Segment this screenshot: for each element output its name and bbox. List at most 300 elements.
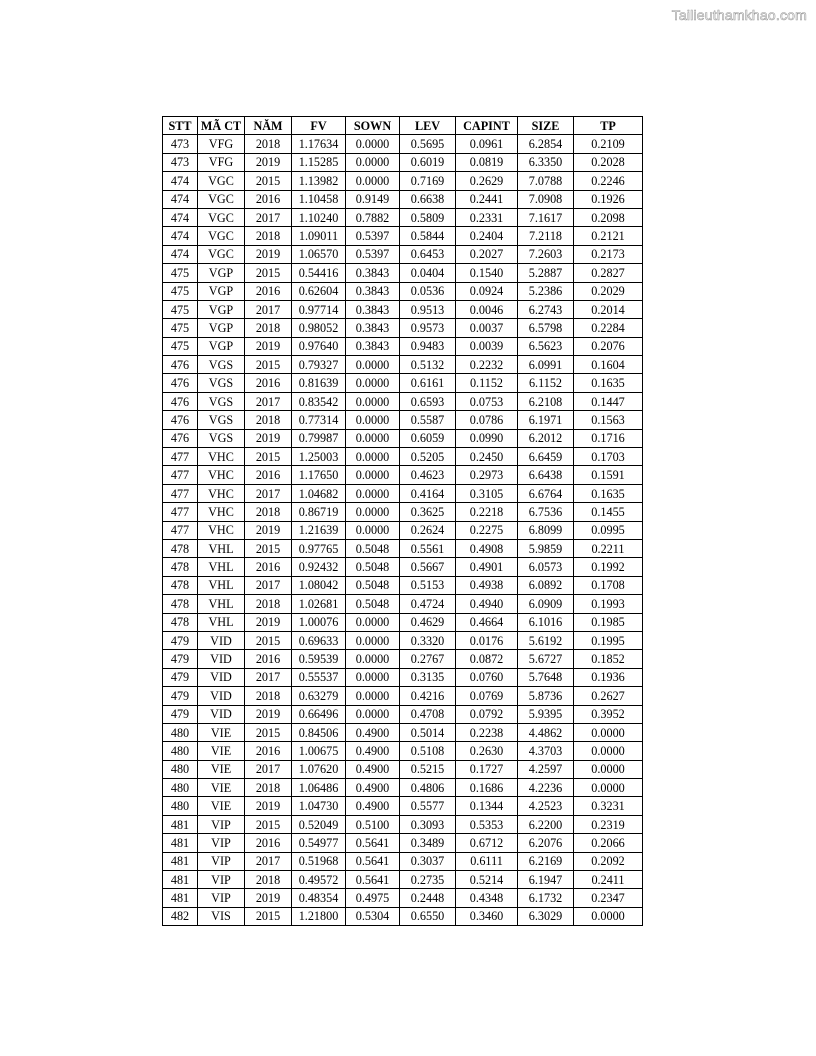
table-cell: VGC	[198, 172, 245, 190]
table-cell: 0.1344	[456, 797, 518, 815]
table-cell: 0.0000	[346, 631, 400, 649]
table-cell: VID	[198, 631, 245, 649]
table-cell: VIP	[198, 889, 245, 907]
table-cell: 0.3460	[456, 907, 518, 925]
column-header: FV	[292, 117, 346, 135]
table-cell: 0.5353	[456, 815, 518, 833]
table-cell: 481	[163, 834, 198, 852]
table-cell: 0.1708	[574, 576, 643, 594]
table-cell: 477	[163, 466, 198, 484]
table-cell: 2017	[245, 484, 292, 502]
table-cell: 0.79987	[292, 429, 346, 447]
table-cell: 0.2173	[574, 245, 643, 263]
table-cell: VFG	[198, 153, 245, 171]
table-cell: 0.4629	[400, 613, 456, 631]
table-cell: 2016	[245, 742, 292, 760]
table-cell: 0.1995	[574, 631, 643, 649]
table-cell: 0.2121	[574, 227, 643, 245]
table-cell: 2015	[245, 815, 292, 833]
table-cell: 6.1016	[518, 613, 574, 631]
table-cell: 0.79327	[292, 356, 346, 374]
table-cell: 0.5048	[346, 558, 400, 576]
table-cell: 2018	[245, 871, 292, 889]
table-cell: 2016	[245, 834, 292, 852]
table-cell: 0.9483	[400, 337, 456, 355]
table-cell: 475	[163, 264, 198, 282]
table-cell: 0.81639	[292, 374, 346, 392]
table-cell: 2016	[245, 282, 292, 300]
table-cell: VIP	[198, 815, 245, 833]
table-cell: VIS	[198, 907, 245, 925]
table-cell: 0.4940	[456, 595, 518, 613]
table-cell: 0.5048	[346, 595, 400, 613]
table-cell: 0.1727	[456, 760, 518, 778]
table-row	[163, 815, 643, 833]
table-cell: 474	[163, 227, 198, 245]
table-cell: 0.0000	[346, 650, 400, 668]
table-cell: 1.04730	[292, 797, 346, 815]
table-cell: 0.3843	[346, 319, 400, 337]
table-cell: 0.4348	[456, 889, 518, 907]
table-cell: 2016	[245, 466, 292, 484]
table-cell: VHC	[198, 484, 245, 502]
table-cell: 0.5153	[400, 576, 456, 594]
table-cell: 0.0769	[456, 687, 518, 705]
table-cell: 0.5214	[456, 871, 518, 889]
table-cell: 6.1152	[518, 374, 574, 392]
table-cell: 0.2246	[574, 172, 643, 190]
table-cell: 0.0000	[346, 153, 400, 171]
table-row	[163, 172, 643, 190]
table-cell: 0.6059	[400, 429, 456, 447]
table-cell: 6.0573	[518, 558, 574, 576]
table-cell: VHL	[198, 613, 245, 631]
table-cell: 0.97714	[292, 300, 346, 318]
table-cell: 6.3029	[518, 907, 574, 925]
table-cell: 2016	[245, 190, 292, 208]
table-cell: 2018	[245, 503, 292, 521]
table-cell: 1.08042	[292, 576, 346, 594]
table-cell: 0.0000	[574, 907, 643, 925]
table-row	[163, 411, 643, 429]
table-cell: 2017	[245, 208, 292, 226]
table-cell: 478	[163, 613, 198, 631]
table-cell: 2019	[245, 705, 292, 723]
table-cell: 0.55537	[292, 668, 346, 686]
table-cell: 0.5014	[400, 723, 456, 741]
table-cell: 0.2319	[574, 815, 643, 833]
table-cell: 0.3135	[400, 668, 456, 686]
table-cell: 0.1563	[574, 411, 643, 429]
table-cell: VGP	[198, 264, 245, 282]
table-cell: 0.0924	[456, 282, 518, 300]
table-cell: 0.3843	[346, 337, 400, 355]
table-cell: 475	[163, 300, 198, 318]
table-body	[163, 135, 643, 926]
table-cell: 475	[163, 319, 198, 337]
table-cell: 480	[163, 742, 198, 760]
table-cell: 0.0000	[574, 779, 643, 797]
table-cell: VGS	[198, 374, 245, 392]
table-cell: 2019	[245, 429, 292, 447]
column-header: SIZE	[518, 117, 574, 135]
table-cell: 0.98052	[292, 319, 346, 337]
table-row	[163, 631, 643, 649]
table-cell: 4.2597	[518, 760, 574, 778]
table-cell: 0.0536	[400, 282, 456, 300]
table-cell: 2018	[245, 411, 292, 429]
table-cell: 0.2218	[456, 503, 518, 521]
table-cell: 0.2275	[456, 521, 518, 539]
table-cell: 0.48354	[292, 889, 346, 907]
table-cell: 0.4806	[400, 779, 456, 797]
table-cell: 0.2027	[456, 245, 518, 263]
table-cell: 0.0000	[346, 411, 400, 429]
table-cell: 1.15285	[292, 153, 346, 171]
table-cell: 481	[163, 852, 198, 870]
table-cell: 2016	[245, 374, 292, 392]
table-cell: 0.1635	[574, 374, 643, 392]
table-row	[163, 374, 643, 392]
table-cell: VGP	[198, 337, 245, 355]
table-row	[163, 503, 643, 521]
table-cell: 1.07620	[292, 760, 346, 778]
table-cell: 0.1635	[574, 484, 643, 502]
table-cell: VGS	[198, 392, 245, 410]
table-row	[163, 797, 643, 815]
table-cell: 4.2523	[518, 797, 574, 815]
table-cell: 481	[163, 889, 198, 907]
table-cell: 0.3093	[400, 815, 456, 833]
table-cell: 6.5798	[518, 319, 574, 337]
table-cell: 0.4900	[346, 742, 400, 760]
table-cell: VID	[198, 650, 245, 668]
table-row	[163, 852, 643, 870]
table-cell: 0.0000	[346, 135, 400, 153]
table-cell: VGC	[198, 208, 245, 226]
table-row	[163, 742, 643, 760]
table-cell: 0.3843	[346, 282, 400, 300]
table-cell: 6.1971	[518, 411, 574, 429]
table-cell: 6.6764	[518, 484, 574, 502]
table-cell: 0.1703	[574, 448, 643, 466]
table-cell: 0.6019	[400, 153, 456, 171]
table-cell: 5.7648	[518, 668, 574, 686]
table-cell: 0.3843	[346, 264, 400, 282]
table-row	[163, 613, 643, 631]
table-cell: 477	[163, 503, 198, 521]
table-cell: 481	[163, 815, 198, 833]
table-cell: 0.4900	[346, 779, 400, 797]
table-cell: 0.0037	[456, 319, 518, 337]
table-row	[163, 723, 643, 741]
table-cell: 0.62604	[292, 282, 346, 300]
table-cell: VGP	[198, 282, 245, 300]
table-cell: 0.6712	[456, 834, 518, 852]
table-cell: 0.0000	[346, 392, 400, 410]
table-cell: 0.0000	[346, 356, 400, 374]
table-cell: 0.0000	[346, 521, 400, 539]
table-cell: 0.5215	[400, 760, 456, 778]
table-cell: 2018	[245, 227, 292, 245]
table-cell: 0.1985	[574, 613, 643, 631]
table-row	[163, 668, 643, 686]
table-cell: 0.5304	[346, 907, 400, 925]
table-cell: 2015	[245, 631, 292, 649]
table-cell: 0.2076	[574, 337, 643, 355]
table-cell: 0.0000	[574, 760, 643, 778]
table-cell: 479	[163, 687, 198, 705]
table-cell: 0.2630	[456, 742, 518, 760]
table-cell: 0.2624	[400, 521, 456, 539]
table-cell: 0.4623	[400, 466, 456, 484]
table-cell: 0.1540	[456, 264, 518, 282]
table-cell: 2019	[245, 337, 292, 355]
table-cell: 1.17650	[292, 466, 346, 484]
table-cell: 0.2767	[400, 650, 456, 668]
table-cell: 2019	[245, 153, 292, 171]
table-cell: 0.2411	[574, 871, 643, 889]
table-cell: 0.66496	[292, 705, 346, 723]
table-cell: 0.2238	[456, 723, 518, 741]
table-cell: 0.2211	[574, 539, 643, 557]
table-cell: VIE	[198, 742, 245, 760]
table-row	[163, 484, 643, 502]
table-cell: 481	[163, 871, 198, 889]
table-cell: 474	[163, 245, 198, 263]
table-cell: 4.3703	[518, 742, 574, 760]
table-cell: 474	[163, 172, 198, 190]
table-cell: 1.21800	[292, 907, 346, 925]
table-cell: 1.25003	[292, 448, 346, 466]
table-cell: 2019	[245, 613, 292, 631]
table-cell: VHL	[198, 539, 245, 557]
table-cell: 0.2627	[574, 687, 643, 705]
table-cell: VIP	[198, 834, 245, 852]
table-cell: 0.0995	[574, 521, 643, 539]
table-cell: 6.2854	[518, 135, 574, 153]
table-cell: 6.3350	[518, 153, 574, 171]
table-cell: 479	[163, 668, 198, 686]
table-cell: 6.2108	[518, 392, 574, 410]
table-cell: 473	[163, 153, 198, 171]
table-cell: VIP	[198, 852, 245, 870]
table-cell: 0.1993	[574, 595, 643, 613]
table-row	[163, 650, 643, 668]
table-row	[163, 687, 643, 705]
table-cell: 5.6727	[518, 650, 574, 668]
table-cell: 5.9395	[518, 705, 574, 723]
table-cell: 0.63279	[292, 687, 346, 705]
table-cell: 2015	[245, 907, 292, 925]
table-cell: 4.2236	[518, 779, 574, 797]
table-cell: 1.21639	[292, 521, 346, 539]
table-row	[163, 282, 643, 300]
table-cell: 2019	[245, 521, 292, 539]
table-cell: 0.51968	[292, 852, 346, 870]
table-cell: VHC	[198, 503, 245, 521]
table-row	[163, 264, 643, 282]
table-cell: 0.77314	[292, 411, 346, 429]
table-cell: 6.7536	[518, 503, 574, 521]
table-cell: 0.0176	[456, 631, 518, 649]
table-cell: 0.1152	[456, 374, 518, 392]
table-cell: 0.52049	[292, 815, 346, 833]
table-cell: 2015	[245, 172, 292, 190]
table-cell: 2015	[245, 448, 292, 466]
table-cell: 0.2284	[574, 319, 643, 337]
table-cell: 0.2973	[456, 466, 518, 484]
table-cell: 6.6438	[518, 466, 574, 484]
table-cell: 0.2066	[574, 834, 643, 852]
table-cell: 2017	[245, 392, 292, 410]
table-cell: 0.7882	[346, 208, 400, 226]
table-cell: 6.2743	[518, 300, 574, 318]
table-cell: 478	[163, 576, 198, 594]
table-header-row	[163, 117, 643, 135]
table-cell: 5.2887	[518, 264, 574, 282]
table-cell: 475	[163, 337, 198, 355]
table-row	[163, 558, 643, 576]
table-cell: 0.1447	[574, 392, 643, 410]
table-cell: 0.2109	[574, 135, 643, 153]
table-cell: 0.0404	[400, 264, 456, 282]
table-cell: 1.09011	[292, 227, 346, 245]
table-cell: 0.6638	[400, 190, 456, 208]
table-cell: 0.0961	[456, 135, 518, 153]
table-cell: 2016	[245, 558, 292, 576]
table-cell: 1.02681	[292, 595, 346, 613]
data-table	[162, 116, 643, 926]
table-cell: 0.1455	[574, 503, 643, 521]
table-cell: 0.5108	[400, 742, 456, 760]
table-cell: 474	[163, 190, 198, 208]
table-cell: 7.0908	[518, 190, 574, 208]
table-cell: 0.6550	[400, 907, 456, 925]
column-header: TP	[574, 117, 643, 135]
table-cell: 0.0000	[346, 503, 400, 521]
table-cell: 0.4708	[400, 705, 456, 723]
table-cell: 6.2169	[518, 852, 574, 870]
table-cell: VGS	[198, 429, 245, 447]
table-cell: 0.9573	[400, 319, 456, 337]
table-cell: 0.0039	[456, 337, 518, 355]
table-cell: 0.0990	[456, 429, 518, 447]
table-cell: 477	[163, 521, 198, 539]
table-cell: 0.2014	[574, 300, 643, 318]
table-cell: VFG	[198, 135, 245, 153]
table-row	[163, 871, 643, 889]
table-cell: 0.0786	[456, 411, 518, 429]
table-cell: 0.4216	[400, 687, 456, 705]
table-row	[163, 208, 643, 226]
table-cell: 7.0788	[518, 172, 574, 190]
table-cell: 0.2028	[574, 153, 643, 171]
table-cell: 2019	[245, 797, 292, 815]
table-cell: 2015	[245, 356, 292, 374]
table-cell: 2017	[245, 852, 292, 870]
table-row	[163, 889, 643, 907]
table-cell: VGC	[198, 190, 245, 208]
table-cell: 0.3489	[400, 834, 456, 852]
table-cell: 0.0000	[346, 613, 400, 631]
table-row	[163, 153, 643, 171]
table-cell: 0.7169	[400, 172, 456, 190]
table-cell: VGS	[198, 356, 245, 374]
column-header: STT	[163, 117, 198, 135]
column-header: CAPINT	[456, 117, 518, 135]
table-cell: 2017	[245, 760, 292, 778]
table-cell: 6.6459	[518, 448, 574, 466]
table-cell: 0.0000	[346, 705, 400, 723]
watermark-text: Tailieuthamkhao.com	[671, 7, 807, 23]
table-cell: 476	[163, 429, 198, 447]
table-cell: 0.92432	[292, 558, 346, 576]
table-cell: VIP	[198, 871, 245, 889]
table-cell: 0.5132	[400, 356, 456, 374]
table-row	[163, 448, 643, 466]
table-cell: 5.6192	[518, 631, 574, 649]
table-row	[163, 521, 643, 539]
table-cell: 0.5577	[400, 797, 456, 815]
table-cell: 0.3231	[574, 797, 643, 815]
table-cell: 0.49572	[292, 871, 346, 889]
table-cell: 1.13982	[292, 172, 346, 190]
table-cell: 0.5695	[400, 135, 456, 153]
table-cell: 0.2092	[574, 852, 643, 870]
table-cell: 0.0872	[456, 650, 518, 668]
table-cell: 477	[163, 484, 198, 502]
table-cell: 6.1732	[518, 889, 574, 907]
table-row	[163, 834, 643, 852]
table-cell: 0.3320	[400, 631, 456, 649]
table-cell: 0.6111	[456, 852, 518, 870]
table-cell: 2018	[245, 319, 292, 337]
table-cell: 0.3037	[400, 852, 456, 870]
column-header: MÃ CT	[198, 117, 245, 135]
table-cell: 0.2448	[400, 889, 456, 907]
table-row	[163, 705, 643, 723]
table-cell: VGP	[198, 319, 245, 337]
table-row	[163, 356, 643, 374]
table-cell: 0.5397	[346, 227, 400, 245]
table-cell: 480	[163, 760, 198, 778]
table-cell: 0.1686	[456, 779, 518, 797]
table-cell: 0.54416	[292, 264, 346, 282]
table-cell: 6.2012	[518, 429, 574, 447]
table-cell: VGC	[198, 245, 245, 263]
table-row	[163, 337, 643, 355]
table-row	[163, 779, 643, 797]
table-cell: 480	[163, 797, 198, 815]
table-cell: 0.2232	[456, 356, 518, 374]
table-cell: 2016	[245, 650, 292, 668]
table-cell: 0.0000	[346, 172, 400, 190]
table-cell: 478	[163, 558, 198, 576]
table-cell: 0.4900	[346, 760, 400, 778]
table-cell: 0.6593	[400, 392, 456, 410]
table-cell: VID	[198, 705, 245, 723]
table-cell: 480	[163, 723, 198, 741]
table-cell: 0.86719	[292, 503, 346, 521]
table-cell: 0.2450	[456, 448, 518, 466]
table-cell: 0.4901	[456, 558, 518, 576]
table-cell: 0.1926	[574, 190, 643, 208]
table-cell: 0.5809	[400, 208, 456, 226]
table-cell: 478	[163, 539, 198, 557]
table-cell: 2017	[245, 576, 292, 594]
table-cell: 2015	[245, 539, 292, 557]
